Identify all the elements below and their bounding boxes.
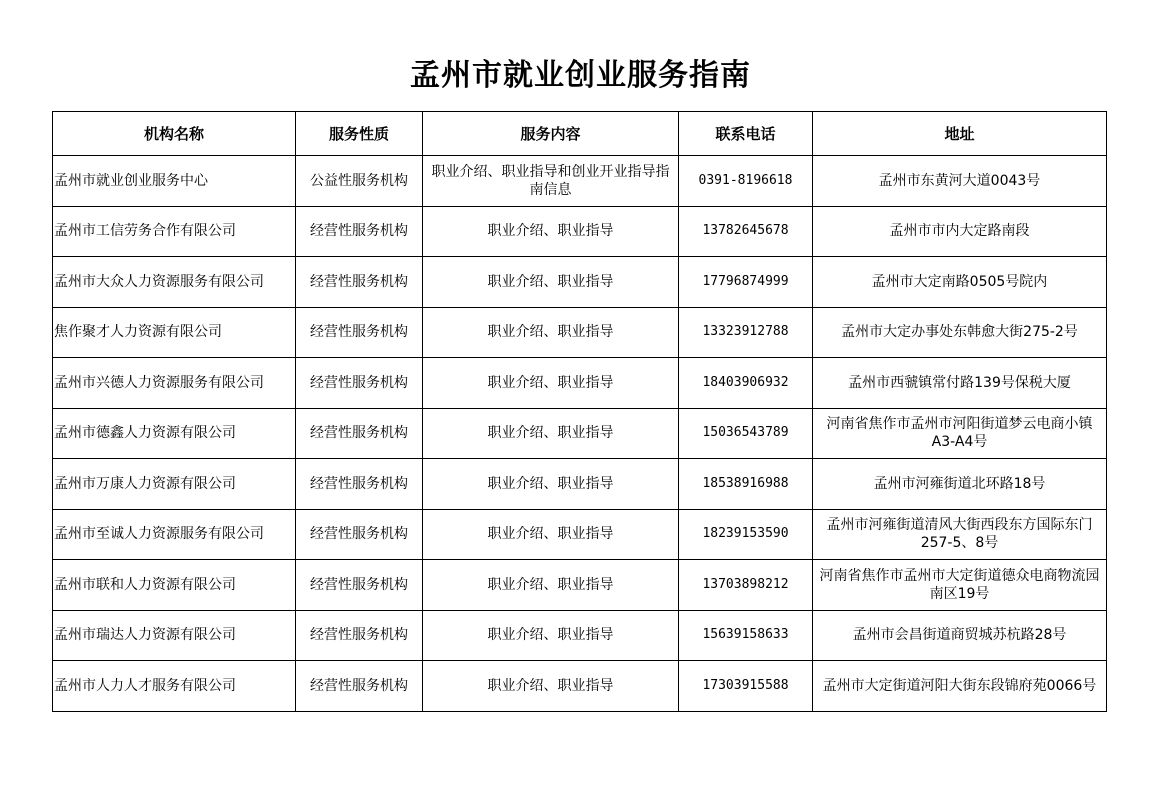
cell-content: 职业介绍、职业指导 (423, 661, 679, 712)
table-header-row (53, 112, 1107, 156)
cell-content: 职业介绍、职业指导 (423, 610, 679, 661)
cell-type: 经营性服务机构 (296, 459, 423, 510)
cell-name: 孟州市兴德人力资源服务有限公司 (53, 358, 296, 409)
cell-address: 孟州市大定街道河阳大街东段锦府苑0066号 (813, 661, 1107, 712)
table-row (53, 509, 1107, 560)
table-row (53, 156, 1107, 207)
cell-phone: 13782645678 (679, 206, 813, 257)
table-row (53, 610, 1107, 661)
cell-phone: 18239153590 (679, 509, 813, 560)
cell-type: 经营性服务机构 (296, 610, 423, 661)
cell-type: 经营性服务机构 (296, 560, 423, 611)
cell-address: 孟州市河雍街道清风大街西段东方国际东门257-5、8号 (813, 509, 1107, 560)
cell-phone: 15036543789 (679, 408, 813, 459)
service-guide-table (52, 111, 1107, 712)
cell-content: 职业介绍、职业指导 (423, 560, 679, 611)
header-type: 服务性质 (296, 112, 423, 156)
table-row (53, 307, 1107, 358)
cell-type: 公益性服务机构 (296, 156, 423, 207)
cell-content: 职业介绍、职业指导 (423, 459, 679, 510)
cell-content: 职业介绍、职业指导 (423, 257, 679, 308)
cell-phone: 13703898212 (679, 560, 813, 611)
cell-type: 经营性服务机构 (296, 509, 423, 560)
cell-name: 孟州市万康人力资源有限公司 (53, 459, 296, 510)
header-content: 服务内容 (423, 112, 679, 156)
cell-phone: 0391-8196618 (679, 156, 813, 207)
cell-type: 经营性服务机构 (296, 206, 423, 257)
table-row (53, 358, 1107, 409)
table-row (53, 408, 1107, 459)
page-title: 孟州市就业创业服务指南 (410, 58, 751, 93)
table-row (53, 206, 1107, 257)
table-row (53, 661, 1107, 712)
table-row (53, 459, 1107, 510)
cell-content: 职业介绍、职业指导 (423, 307, 679, 358)
cell-content: 职业介绍、职业指导 (423, 408, 679, 459)
table-row (53, 257, 1107, 308)
table-row (53, 560, 1107, 611)
cell-address: 孟州市大定办事处东韩愈大街275-2号 (813, 307, 1107, 358)
cell-name: 孟州市就业创业服务中心 (53, 156, 296, 207)
cell-phone: 17796874999 (679, 257, 813, 308)
cell-type: 经营性服务机构 (296, 307, 423, 358)
cell-type: 经营性服务机构 (296, 661, 423, 712)
cell-type: 经营性服务机构 (296, 408, 423, 459)
cell-name: 孟州市德鑫人力资源有限公司 (53, 408, 296, 459)
cell-address: 孟州市西虢镇常付路139号保税大厦 (813, 358, 1107, 409)
cell-name: 孟州市工信劳务合作有限公司 (53, 206, 296, 257)
cell-phone: 13323912788 (679, 307, 813, 358)
cell-phone: 17303915588 (679, 661, 813, 712)
cell-address: 孟州市市内大定路南段 (813, 206, 1107, 257)
cell-name: 孟州市瑞达人力资源有限公司 (53, 610, 296, 661)
cell-type: 经营性服务机构 (296, 358, 423, 409)
cell-name: 孟州市人力人才服务有限公司 (53, 661, 296, 712)
header-phone: 联系电话 (679, 112, 813, 156)
cell-name: 孟州市大众人力资源服务有限公司 (53, 257, 296, 308)
header-name: 机构名称 (53, 112, 296, 156)
cell-type: 经营性服务机构 (296, 257, 423, 308)
cell-content: 职业介绍、职业指导 (423, 206, 679, 257)
cell-address: 河南省焦作市孟州市大定街道德众电商物流园南区19号 (813, 560, 1107, 611)
cell-address: 孟州市会昌街道商贸城苏杭路28号 (813, 610, 1107, 661)
cell-address: 河南省焦作市孟州市河阳街道梦云电商小镇A3-A4号 (813, 408, 1107, 459)
cell-content: 职业介绍、职业指导和创业开业指导指南信息 (423, 156, 679, 207)
cell-content: 职业介绍、职业指导 (423, 509, 679, 560)
cell-address: 孟州市东黄河大道0043号 (813, 156, 1107, 207)
cell-content: 职业介绍、职业指导 (423, 358, 679, 409)
cell-address: 孟州市大定南路0505号院内 (813, 257, 1107, 308)
cell-phone: 18538916988 (679, 459, 813, 510)
cell-name: 孟州市至诚人力资源服务有限公司 (53, 509, 296, 560)
cell-phone: 18403906932 (679, 358, 813, 409)
cell-name: 孟州市联和人力资源有限公司 (53, 560, 296, 611)
cell-name: 焦作聚才人力资源有限公司 (53, 307, 296, 358)
cell-address: 孟州市河雍街道北环路18号 (813, 459, 1107, 510)
cell-phone: 15639158633 (679, 610, 813, 661)
header-address: 地址 (813, 112, 1107, 156)
